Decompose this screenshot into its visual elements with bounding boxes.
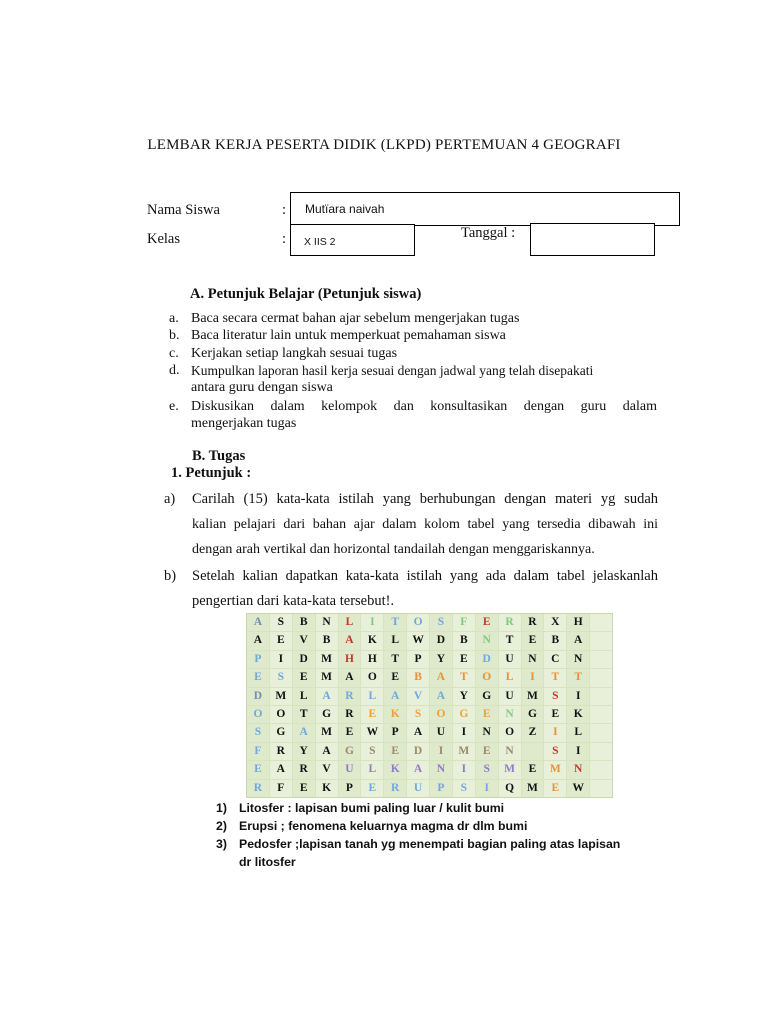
puzzle-cell: T xyxy=(453,669,475,686)
puzzle-cell: O xyxy=(247,706,269,723)
puzzle-cell: A xyxy=(316,688,338,705)
puzzle-cell: A xyxy=(567,632,589,649)
puzzle-cell: S xyxy=(247,724,269,741)
puzzle-cell: R xyxy=(270,743,292,760)
puzzle-cell: N xyxy=(499,706,521,723)
puzzle-cell: M xyxy=(270,688,292,705)
puzzle-cell xyxy=(590,632,612,649)
kelas-field[interactable] xyxy=(290,224,415,256)
puzzle-cell: I xyxy=(361,614,383,631)
puzzle-cell: K xyxy=(384,706,406,723)
list-marker: a) xyxy=(164,491,176,507)
puzzle-cell: G xyxy=(522,706,544,723)
puzzle-cell: R xyxy=(339,688,361,705)
list-item xyxy=(169,398,657,432)
puzzle-cell: A xyxy=(293,724,315,741)
puzzle-cell: R xyxy=(384,780,406,797)
puzzle-cell: E xyxy=(453,651,475,668)
puzzle-cell: T xyxy=(499,632,521,649)
puzzle-cell: K xyxy=(567,706,589,723)
answer-list xyxy=(216,799,636,871)
puzzle-cell: N xyxy=(499,743,521,760)
puzzle-cell: R xyxy=(522,614,544,631)
list-marker: b. xyxy=(169,328,180,343)
puzzle-cell: G xyxy=(476,688,498,705)
puzzle-cell: G xyxy=(270,724,292,741)
answer-marker: 3) xyxy=(216,837,227,851)
puzzle-cell: L xyxy=(293,688,315,705)
puzzle-cell: G xyxy=(316,706,338,723)
puzzle-cell: M xyxy=(316,651,338,668)
puzzle-cell: P xyxy=(247,651,269,668)
puzzle-cell: D xyxy=(407,743,429,760)
puzzle-cell: S xyxy=(270,669,292,686)
list-text: antara guru dengan siswa xyxy=(191,380,333,395)
puzzle-cell: Y xyxy=(293,743,315,760)
puzzle-cell: E xyxy=(384,669,406,686)
puzzle-cell: B xyxy=(544,632,566,649)
puzzle-cell: R xyxy=(293,761,315,778)
list-text: Baca literatur lain untuk memperkuat pemahaman siswa xyxy=(191,328,506,343)
nama-field[interactable] xyxy=(290,192,680,226)
puzzle-cell: B xyxy=(316,632,338,649)
puzzle-cell: O xyxy=(361,669,383,686)
puzzle-cell: E xyxy=(339,724,361,741)
puzzle-cell: O xyxy=(476,669,498,686)
puzzle-cell: E xyxy=(544,706,566,723)
puzzle-cell: S xyxy=(361,743,383,760)
puzzle-cell: K xyxy=(361,632,383,649)
puzzle-cell: I xyxy=(567,743,589,760)
puzzle-cell: B xyxy=(293,614,315,631)
puzzle-cell: S xyxy=(270,614,292,631)
puzzle-cell: E xyxy=(247,669,269,686)
kelas-colon: : xyxy=(282,231,287,247)
puzzle-cell: W xyxy=(407,632,429,649)
section-b-subheading: 1. Petunjuk : xyxy=(171,465,252,481)
puzzle-cell: T xyxy=(544,669,566,686)
puzzle-cell: A xyxy=(407,724,429,741)
puzzle-cell xyxy=(590,706,612,723)
puzzle-cell xyxy=(590,761,612,778)
list-marker: a. xyxy=(169,311,179,326)
puzzle-cell: H xyxy=(567,614,589,631)
list-marker: b) xyxy=(164,568,177,584)
list-item xyxy=(164,487,658,562)
puzzle-cell xyxy=(590,669,612,686)
puzzle-cell xyxy=(590,724,612,741)
puzzle-cell: N xyxy=(522,651,544,668)
puzzle-cell: E xyxy=(544,780,566,797)
puzzle-cell xyxy=(590,614,612,631)
puzzle-cell: A xyxy=(247,614,269,631)
kelas-value: X IIS 2 xyxy=(304,236,336,248)
puzzle-cell: F xyxy=(270,780,292,797)
puzzle-cell: L xyxy=(339,614,361,631)
puzzle-cell: E xyxy=(361,706,383,723)
puzzle-cell xyxy=(590,780,612,797)
puzzle-cell: B xyxy=(453,632,475,649)
puzzle-cell: A xyxy=(430,688,452,705)
puzzle-cell: E xyxy=(476,743,498,760)
puzzle-cell: F xyxy=(453,614,475,631)
puzzle-cell: G xyxy=(339,743,361,760)
puzzle-cell: E xyxy=(293,669,315,686)
puzzle-cell: S xyxy=(453,780,475,797)
puzzle-cell: S xyxy=(407,706,429,723)
puzzle-cell: W xyxy=(567,780,589,797)
puzzle-cell: E xyxy=(522,632,544,649)
puzzle-cell: E xyxy=(270,632,292,649)
list-text: pengertian dari kata-kata tersebut!. xyxy=(192,593,395,609)
puzzle-cell: I xyxy=(453,724,475,741)
puzzle-cell: A xyxy=(270,761,292,778)
puzzle-cell: Y xyxy=(453,688,475,705)
list-text: Setelah kalian dapatkan kata-kata istilah yang ada dalam tabel jelaskanlah xyxy=(192,568,658,584)
puzzle-cell: M xyxy=(522,780,544,797)
puzzle-cell: C xyxy=(544,651,566,668)
puzzle-cell: H xyxy=(339,651,361,668)
puzzle-cell: S xyxy=(544,688,566,705)
kelas-label: Kelas xyxy=(147,231,181,247)
answer-marker: 2) xyxy=(216,819,227,833)
list-text: Diskusikan dalam kelompok dan konsultasikan dengan guru dalam xyxy=(191,399,657,414)
list-text: Kerjakan setiap langkah sesuai tugas xyxy=(191,346,398,361)
answer-item xyxy=(216,817,636,835)
puzzle-cell: O xyxy=(270,706,292,723)
puzzle-cell: O xyxy=(499,724,521,741)
puzzle-cell: I xyxy=(430,743,452,760)
nama-value: Mutïara naivah xyxy=(305,202,385,216)
puzzle-cell xyxy=(590,688,612,705)
puzzle-cell: L xyxy=(384,632,406,649)
puzzle-cell: R xyxy=(339,706,361,723)
puzzle-cell: I xyxy=(522,669,544,686)
puzzle-cell: B xyxy=(407,669,429,686)
puzzle-cell: D xyxy=(430,632,452,649)
puzzle-cell: T xyxy=(384,614,406,631)
section-b-heading: B. Tugas xyxy=(192,448,246,464)
puzzle-cell: E xyxy=(522,761,544,778)
puzzle-cell: N xyxy=(476,632,498,649)
answer-text: Erupsi ; fenomena keluarnya magma dr dlm bumi xyxy=(239,819,528,833)
puzzle-cell: S xyxy=(430,614,452,631)
puzzle-cell: N xyxy=(567,761,589,778)
puzzle-cell: A xyxy=(339,669,361,686)
answer-text: Litosfer : lapisan bumi paling luar / kulit bumi xyxy=(239,801,505,815)
puzzle-cell: K xyxy=(384,761,406,778)
puzzle-cell: N xyxy=(316,614,338,631)
puzzle-cell: W xyxy=(361,724,383,741)
puzzle-cell: V xyxy=(293,632,315,649)
puzzle-cell: S xyxy=(544,743,566,760)
list-marker: c. xyxy=(169,346,179,361)
puzzle-cell: P xyxy=(430,780,452,797)
page-title: LEMBAR KERJA PESERTA DIDIK (LKPD) PERTEMUAN 4 GEOGRAFI xyxy=(147,137,621,153)
puzzle-cell: Q xyxy=(499,780,521,797)
puzzle-cell: I xyxy=(476,780,498,797)
puzzle-cell: V xyxy=(407,688,429,705)
list-text: kalian pelajari dari bahan ajar dalam kolom tabel yang tersedia dibawah ini xyxy=(192,517,658,532)
puzzle-cell: L xyxy=(567,724,589,741)
list-item xyxy=(169,362,657,396)
answer-item xyxy=(216,835,636,871)
puzzle-cell: T xyxy=(567,669,589,686)
list-item xyxy=(169,327,657,344)
puzzle-cell: A xyxy=(407,761,429,778)
puzzle-cell: A xyxy=(384,688,406,705)
puzzle-cell: M xyxy=(522,688,544,705)
puzzle-cell: G xyxy=(453,706,475,723)
puzzle-cell: S xyxy=(476,761,498,778)
puzzle-cell xyxy=(522,743,544,760)
puzzle-cell: E xyxy=(384,743,406,760)
answer-item xyxy=(216,799,636,817)
puzzle-cell: M xyxy=(544,761,566,778)
puzzle-cell: Z xyxy=(522,724,544,741)
list-text: dengan arah vertikal dan horizontal tandailah dengan menggariskannya. xyxy=(192,542,595,557)
puzzle-cell: E xyxy=(247,761,269,778)
puzzle-cell: A xyxy=(339,632,361,649)
puzzle-cell: U xyxy=(499,651,521,668)
list-marker: d. xyxy=(169,363,180,378)
puzzle-cell: F xyxy=(247,743,269,760)
puzzle-cell: D xyxy=(293,651,315,668)
puzzle-cell: T xyxy=(384,651,406,668)
list-item xyxy=(169,345,657,362)
puzzle-cell: M xyxy=(499,761,521,778)
puzzle-cell: X xyxy=(544,614,566,631)
puzzle-cell: H xyxy=(361,651,383,668)
puzzle-cell: M xyxy=(316,669,338,686)
puzzle-cell: Y xyxy=(430,651,452,668)
list-item xyxy=(169,310,657,327)
puzzle-cell: I xyxy=(567,688,589,705)
puzzle-cell: U xyxy=(407,780,429,797)
answer-marker: 1) xyxy=(216,801,227,815)
puzzle-cell: I xyxy=(270,651,292,668)
list-text: Carilah (15) kata-kata istilah yang berhubungan dengan materi yg sudah xyxy=(192,491,658,507)
puzzle-cell: L xyxy=(499,669,521,686)
puzzle-cell: R xyxy=(247,780,269,797)
nama-label: Nama Siswa xyxy=(147,202,220,218)
puzzle-cell: I xyxy=(544,724,566,741)
puzzle-cell: N xyxy=(430,761,452,778)
puzzle-cell: N xyxy=(476,724,498,741)
puzzle-cell: M xyxy=(453,743,475,760)
puzzle-cell: O xyxy=(407,614,429,631)
tanggal-field[interactable] xyxy=(530,223,655,256)
puzzle-cell: L xyxy=(361,761,383,778)
puzzle-cell: O xyxy=(430,706,452,723)
list-item xyxy=(164,564,658,614)
puzzle-cell: P xyxy=(384,724,406,741)
puzzle-cell: E xyxy=(361,780,383,797)
puzzle-cell: U xyxy=(499,688,521,705)
puzzle-cell: A xyxy=(430,669,452,686)
nama-colon: : xyxy=(282,202,287,218)
list-text: mengerjakan tugas xyxy=(191,416,297,431)
puzzle-cell: V xyxy=(316,761,338,778)
word-search-grid xyxy=(246,613,613,798)
puzzle-cell: N xyxy=(567,651,589,668)
puzzle-cell: A xyxy=(247,632,269,649)
puzzle-cell: P xyxy=(339,780,361,797)
puzzle-cell xyxy=(590,651,612,668)
puzzle-cell: T xyxy=(293,706,315,723)
puzzle-cell: K xyxy=(316,780,338,797)
puzzle-cell: U xyxy=(339,761,361,778)
puzzle-cell: P xyxy=(407,651,429,668)
answer-text: dr litosfer xyxy=(239,855,296,869)
puzzle-cell: E xyxy=(476,614,498,631)
puzzle-cell: E xyxy=(476,706,498,723)
puzzle-cell: D xyxy=(476,651,498,668)
puzzle-cell: M xyxy=(316,724,338,741)
section-a-heading: A. Petunjuk Belajar (Petunjuk siswa) xyxy=(190,286,422,302)
tanggal-label: Tanggal : xyxy=(461,225,516,241)
list-marker: e. xyxy=(169,399,179,414)
list-text: Kumpulkan laporan hasil kerja sesuai dengan jadwal yang telah disepakati xyxy=(191,363,594,378)
puzzle-cell xyxy=(590,743,612,760)
puzzle-cell: A xyxy=(316,743,338,760)
answer-text: Pedosfer ;lapisan tanah yg menempati bagian paling atas lapisan xyxy=(239,837,621,851)
list-text: Baca secara cermat bahan ajar sebelum mengerjakan tugas xyxy=(191,311,520,326)
puzzle-cell: I xyxy=(453,761,475,778)
puzzle-cell: L xyxy=(361,688,383,705)
puzzle-cell: R xyxy=(499,614,521,631)
puzzle-cell: E xyxy=(293,780,315,797)
puzzle-cell: U xyxy=(430,724,452,741)
puzzle-cell: D xyxy=(247,688,269,705)
